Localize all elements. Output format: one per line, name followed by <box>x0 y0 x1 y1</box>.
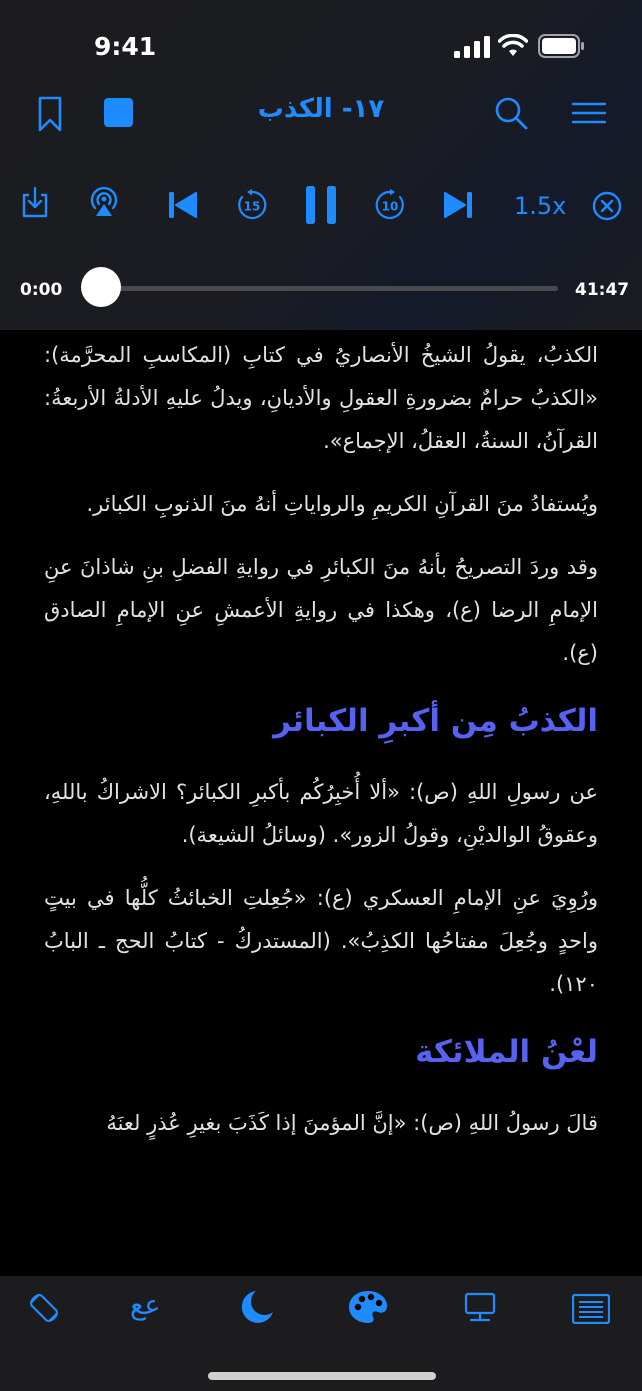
status-bar <box>0 0 642 90</box>
forward-seconds-label: 10 <box>381 199 399 214</box>
nav-bar <box>0 90 642 140</box>
moon-icon[interactable] <box>242 1290 274 1324</box>
article-content <box>44 330 598 1276</box>
paragraph: عن رسولِ اللهِ (ص): «ألا أُخبِرُكُم بأكبرِ الكبائر؟ الاشراكُ باللهِ، وعقوقُ الوالديْنِ، وقولُ الزور». (وسائلُ الشيعة). <box>44 780 598 847</box>
current-time: 0:00 <box>20 280 63 300</box>
wifi-icon <box>498 34 528 58</box>
download-icon[interactable] <box>21 186 49 218</box>
menu-icon[interactable] <box>572 102 606 124</box>
playback-speed-button[interactable]: 1.5x <box>514 192 567 220</box>
search-icon[interactable] <box>494 96 528 130</box>
rewind-seconds-label: 15 <box>243 199 261 214</box>
player-controls <box>0 180 642 232</box>
progress-knob[interactable] <box>81 267 121 307</box>
skip-next-icon[interactable] <box>444 192 472 218</box>
paragraph: وقد وردَ التصريحُ بأنهُ منَ الكبائرِ في روايةِ الفضلِ بنِ شاذانَ عنِ الإمامِ الرضا (ع)، وهكذا في روايةِ الأعمشِ عنِ الإمامِ الصادق (ع). <box>44 555 598 665</box>
airplay-icon[interactable] <box>89 186 119 218</box>
page-title: ١٧- الكذب <box>257 94 385 124</box>
palette-icon[interactable] <box>348 1290 388 1324</box>
skip-previous-icon[interactable] <box>169 192 197 218</box>
text-list-icon[interactable] <box>572 1294 610 1324</box>
cellular-signal-icon <box>454 36 490 58</box>
rewind-15-icon[interactable] <box>236 189 268 221</box>
paragraph: الكذبُ، يقولُ الشيخُ الأنصاريُ في كتابِ (المكاسبِ المحرَّمة): «الكذبُ حرامٌ بضرورةِ العقولِ والأديانِ، ويدلُ عليهِ الأدلةُ الأربعةُ: القرآنُ، السنةُ، العقلُ، الإجماع». <box>44 343 598 453</box>
home-indicator <box>208 1372 436 1380</box>
close-circle-icon[interactable] <box>592 191 622 221</box>
total-time: 41:47 <box>575 280 630 300</box>
progress-track[interactable] <box>100 286 558 291</box>
forward-10-icon[interactable] <box>374 189 406 221</box>
font-size-icon[interactable]: عع <box>130 1290 161 1321</box>
section-heading: لعْنُ الملائكة <box>415 1034 598 1070</box>
paragraph: ويُستفادُ منَ القرآنِ الكريمِ والرواياتِ أنهُ منَ الذنوبِ الكبائر. <box>86 492 598 516</box>
paragraph: قالَ رسولُ اللهِ (ص): «إنَّ المؤمنَ إذا كَذَبَ بغيرِ عُذرٍ لعنَهُ <box>106 1111 598 1135</box>
section-heading: الكذبُ مِن أكبرِ الكبائر <box>273 703 598 739</box>
pause-icon[interactable] <box>306 186 336 224</box>
screen-icon[interactable] <box>464 1292 496 1324</box>
rotate-icon[interactable] <box>28 1292 60 1324</box>
battery-icon <box>538 34 584 58</box>
paragraph: ورُوِيَ عنِ الإمامِ العسكري (ع): «جُعِلتِ الخبائثُ كلُّها في بيتٍ واحدٍ وجُعِلَ مفتاحُها الكذِبُ». (المستدركُ - كتابُ الحج ـ البابُ ١٢٠). <box>44 886 598 996</box>
status-time: 9:41 <box>94 32 157 61</box>
